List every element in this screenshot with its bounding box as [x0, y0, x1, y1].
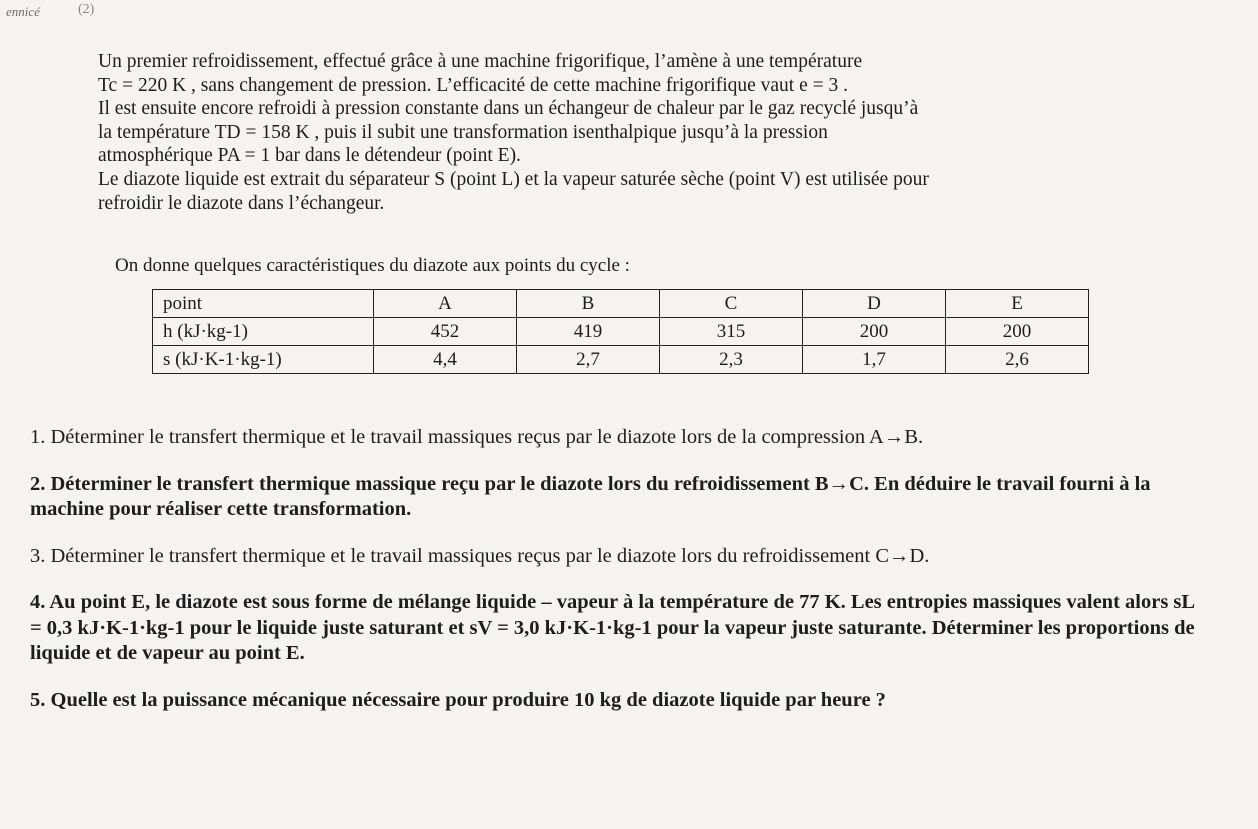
intro-line-7: refroidir le diazote dans l’échangeur. [98, 192, 385, 214]
intro-text [98, 50, 1188, 215]
table-cell: 419 [517, 318, 660, 346]
header-cell: D [803, 290, 946, 318]
question-5: 5. Quelle est la puissance mécanique nécessaire pour produire 10 kg de diazote liquide par heure ? [30, 688, 886, 711]
header-cell: C [660, 290, 803, 318]
table-cell: 1,7 [803, 346, 946, 374]
corner-handwritten-note: ennicé [6, 4, 40, 19]
intro-line-3: Il est ensuite encore refroidi à pression constante dans un échangeur de chaleur par le gaz recyclé jusqu’à [98, 98, 919, 120]
question-4: 4. Au point E, le diazote est sous forme de mélange liquide – vapeur à la température de 77 K. Les entropies massiques valent alors sL = 0,3 kJ·K-1·kg-1 pour le liquide juste saturant et sV = 3,0 kJ·K-1·kg-1 pour la vapeur juste saturante. Déterminer les proportions de liquide et de vapeur au point E. [30, 591, 1195, 664]
intro-line-4: la température TD = 158 K , puis il subit une transformation isenthalpique jusqu’à la pression [98, 121, 828, 143]
row-label: s (kJ·K-1·kg-1) [153, 346, 374, 374]
table-cell: 2,3 [660, 346, 803, 374]
corner-mark: (2) [78, 2, 95, 17]
table-cell: 452 [374, 318, 517, 346]
question-2: 2. Déterminer le transfert thermique massique reçu par le diazote lors du refroidissement B→C. En déduire le travail fourni à la machine pour réaliser cette transformation. [30, 472, 1151, 520]
intro-line-1: Un premier refroidissement, effectué grâce à une machine frigorifique, l’amène à une température [98, 51, 863, 72]
table-cell: 200 [803, 318, 946, 346]
questions-list [30, 425, 1210, 734]
table-header-row [153, 290, 1089, 318]
row-label: h (kJ·kg-1) [153, 318, 374, 346]
table-cell: 2,7 [517, 346, 660, 374]
intro-line-6: Le diazote liquide est extrait du séparateur S (point L) et la vapeur saturée sèche (point V) est utilisée pour [98, 168, 929, 190]
table-cell: 4,4 [374, 346, 517, 374]
intro-line-2: Tc = 220 K , sans changement de pression. L’efficacité de cette machine frigorifique vaut e = 3 . [98, 74, 848, 96]
table-row [153, 318, 1089, 346]
intro-line-5: atmosphérique PA = 1 bar dans le détendeur (point E). [98, 145, 521, 167]
table-cell: 200 [946, 318, 1089, 346]
question-3: 3. Déterminer le transfert thermique et le travail massiques reçus par le diazote lors du refroidissement C→D. [30, 544, 930, 567]
table-lead-text: On donne quelques caractéristiques du diazote aux points du cycle : [115, 255, 630, 276]
question-1: 1. Déterminer le transfert thermique et le travail massiques reçus par le diazote lors de la compression A→B. [30, 426, 924, 448]
table-cell: 2,6 [946, 346, 1089, 374]
table-row [153, 346, 1089, 374]
table-cell: 315 [660, 318, 803, 346]
header-cell: A [374, 290, 517, 318]
header-cell: E [946, 290, 1089, 318]
header-cell: B [517, 290, 660, 318]
data-table [152, 289, 1089, 374]
header-cell: point [153, 290, 374, 318]
